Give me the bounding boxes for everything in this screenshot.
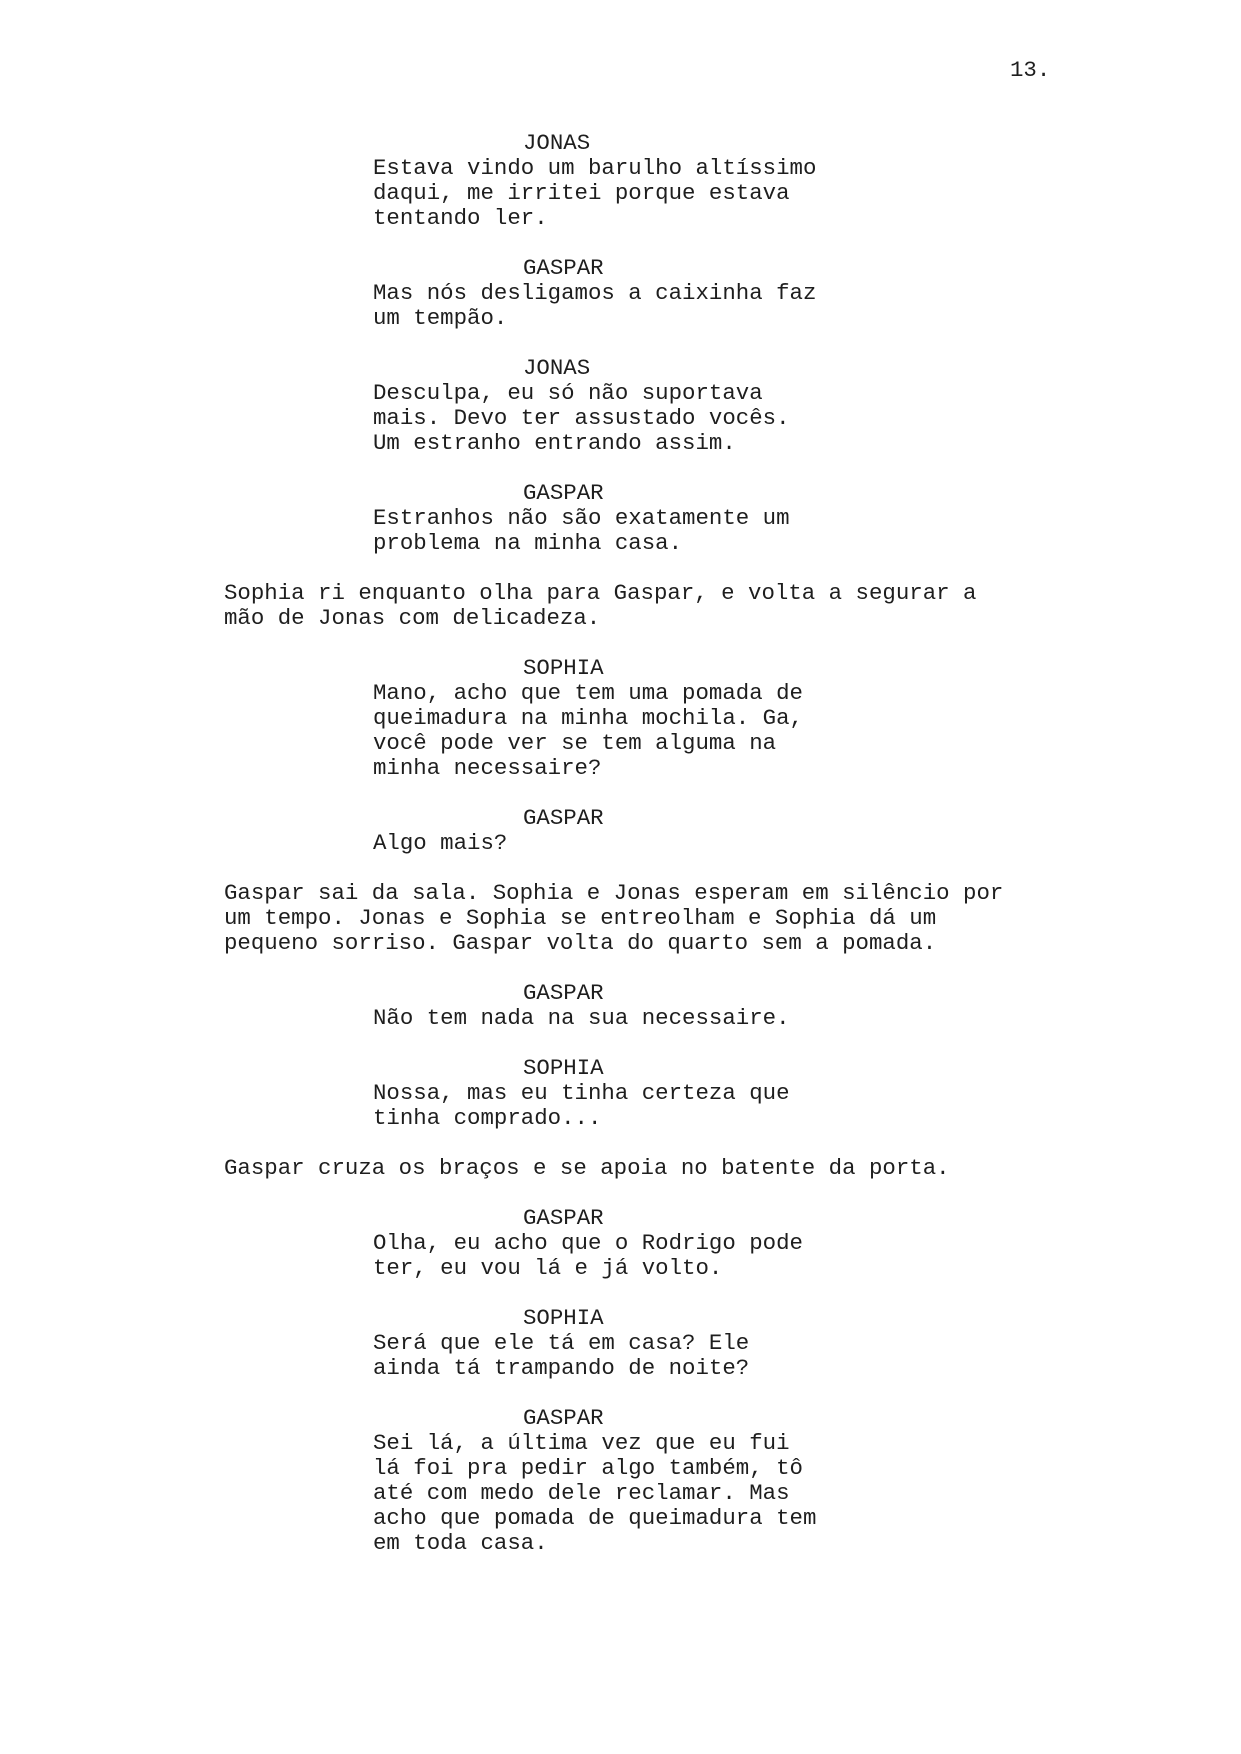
blank-line bbox=[0, 456, 1241, 481]
dialogue-block bbox=[0, 806, 1241, 856]
character-name: GASPAR bbox=[523, 480, 604, 506]
action-line: um tempo. Jonas e Sophia se entreolham e Sophia dá um bbox=[224, 905, 937, 931]
blank-line bbox=[0, 1381, 1241, 1406]
action-line: Sophia ri enquanto olha para Gaspar, e volta a segurar a bbox=[224, 580, 977, 606]
action-line: pequeno sorriso. Gaspar volta do quarto sem a pomada. bbox=[224, 930, 937, 956]
character-name: GASPAR bbox=[523, 980, 604, 1006]
dialogue-block bbox=[0, 356, 1241, 456]
dialogue-block bbox=[0, 256, 1241, 331]
blank-line bbox=[0, 856, 1241, 881]
page-number: 13. bbox=[1010, 57, 1051, 83]
blank-line bbox=[0, 331, 1241, 356]
character-name: SOPHIA bbox=[523, 655, 604, 681]
dialogue-line: em toda casa. bbox=[373, 1530, 548, 1556]
dialogue-block bbox=[0, 481, 1241, 556]
dialogue-line: lá foi pra pedir algo também, tô bbox=[373, 1455, 803, 1481]
dialogue-line: problema na minha casa. bbox=[373, 530, 683, 556]
character-name: GASPAR bbox=[523, 1405, 604, 1431]
dialogue-block bbox=[0, 131, 1241, 231]
blank-line bbox=[0, 1131, 1241, 1156]
blank-line bbox=[0, 781, 1241, 806]
dialogue-line: daqui, me irritei porque estava bbox=[373, 180, 790, 206]
dialogue-line: Mano, acho que tem uma pomada de bbox=[373, 680, 803, 706]
dialogue-line: mais. Devo ter assustado vocês. bbox=[373, 405, 790, 431]
blank-line bbox=[0, 231, 1241, 256]
character-name: SOPHIA bbox=[523, 1305, 604, 1331]
script-body bbox=[0, 131, 1241, 1556]
dialogue-line: Será que ele tá em casa? Ele bbox=[373, 1330, 750, 1356]
character-name: GASPAR bbox=[523, 805, 604, 831]
dialogue-line: Desculpa, eu só não suportava bbox=[373, 380, 763, 406]
action-block bbox=[0, 581, 1241, 631]
dialogue-line: Sei lá, a última vez que eu fui bbox=[373, 1430, 790, 1456]
dialogue-line: queimadura na minha mochila. Ga, bbox=[373, 705, 803, 731]
blank-line bbox=[0, 956, 1241, 981]
action-line: Gaspar cruza os braços e se apoia no batente da porta. bbox=[224, 1155, 950, 1181]
dialogue-block bbox=[0, 1056, 1241, 1131]
dialogue-line: tinha comprado... bbox=[373, 1105, 602, 1131]
character-name: JONAS bbox=[523, 130, 591, 156]
dialogue-line: Algo mais? bbox=[373, 830, 508, 856]
blank-line bbox=[0, 1181, 1241, 1206]
dialogue-line: Não tem nada na sua necessaire. bbox=[373, 1005, 790, 1031]
dialogue-block bbox=[0, 1406, 1241, 1556]
dialogue-line: acho que pomada de queimadura tem bbox=[373, 1505, 817, 1531]
character-name: SOPHIA bbox=[523, 1055, 604, 1081]
blank-line bbox=[0, 631, 1241, 656]
dialogue-line: tentando ler. bbox=[373, 205, 548, 231]
action-line: Gaspar sai da sala. Sophia e Jonas esperam em silêncio por bbox=[224, 880, 1004, 906]
dialogue-line: ainda tá trampando de noite? bbox=[373, 1355, 750, 1381]
dialogue-line: Estava vindo um barulho altíssimo bbox=[373, 155, 817, 181]
dialogue-line: um tempão. bbox=[373, 305, 508, 331]
character-name: GASPAR bbox=[523, 1205, 604, 1231]
action-line: mão de Jonas com delicadeza. bbox=[224, 605, 601, 631]
character-name: JONAS bbox=[523, 355, 591, 381]
dialogue-block bbox=[0, 1206, 1241, 1281]
dialogue-line: você pode ver se tem alguma na bbox=[373, 730, 777, 756]
dialogue-block bbox=[0, 981, 1241, 1031]
blank-line bbox=[0, 1281, 1241, 1306]
dialogue-line: Um estranho entrando assim. bbox=[373, 430, 736, 456]
dialogue-block bbox=[0, 1306, 1241, 1381]
dialogue-line: até com medo dele reclamar. Mas bbox=[373, 1480, 790, 1506]
blank-line bbox=[0, 1031, 1241, 1056]
dialogue-line: Estranhos não são exatamente um bbox=[373, 505, 790, 531]
dialogue-line: Mas nós desligamos a caixinha faz bbox=[373, 280, 817, 306]
action-block bbox=[0, 1156, 1241, 1181]
dialogue-block bbox=[0, 656, 1241, 781]
blank-line bbox=[0, 556, 1241, 581]
character-name: GASPAR bbox=[523, 255, 604, 281]
dialogue-line: minha necessaire? bbox=[373, 755, 602, 781]
dialogue-line: ter, eu vou lá e já volto. bbox=[373, 1255, 723, 1281]
dialogue-line: Nossa, mas eu tinha certeza que bbox=[373, 1080, 790, 1106]
dialogue-line: Olha, eu acho que o Rodrigo pode bbox=[373, 1230, 803, 1256]
action-block bbox=[0, 881, 1241, 956]
